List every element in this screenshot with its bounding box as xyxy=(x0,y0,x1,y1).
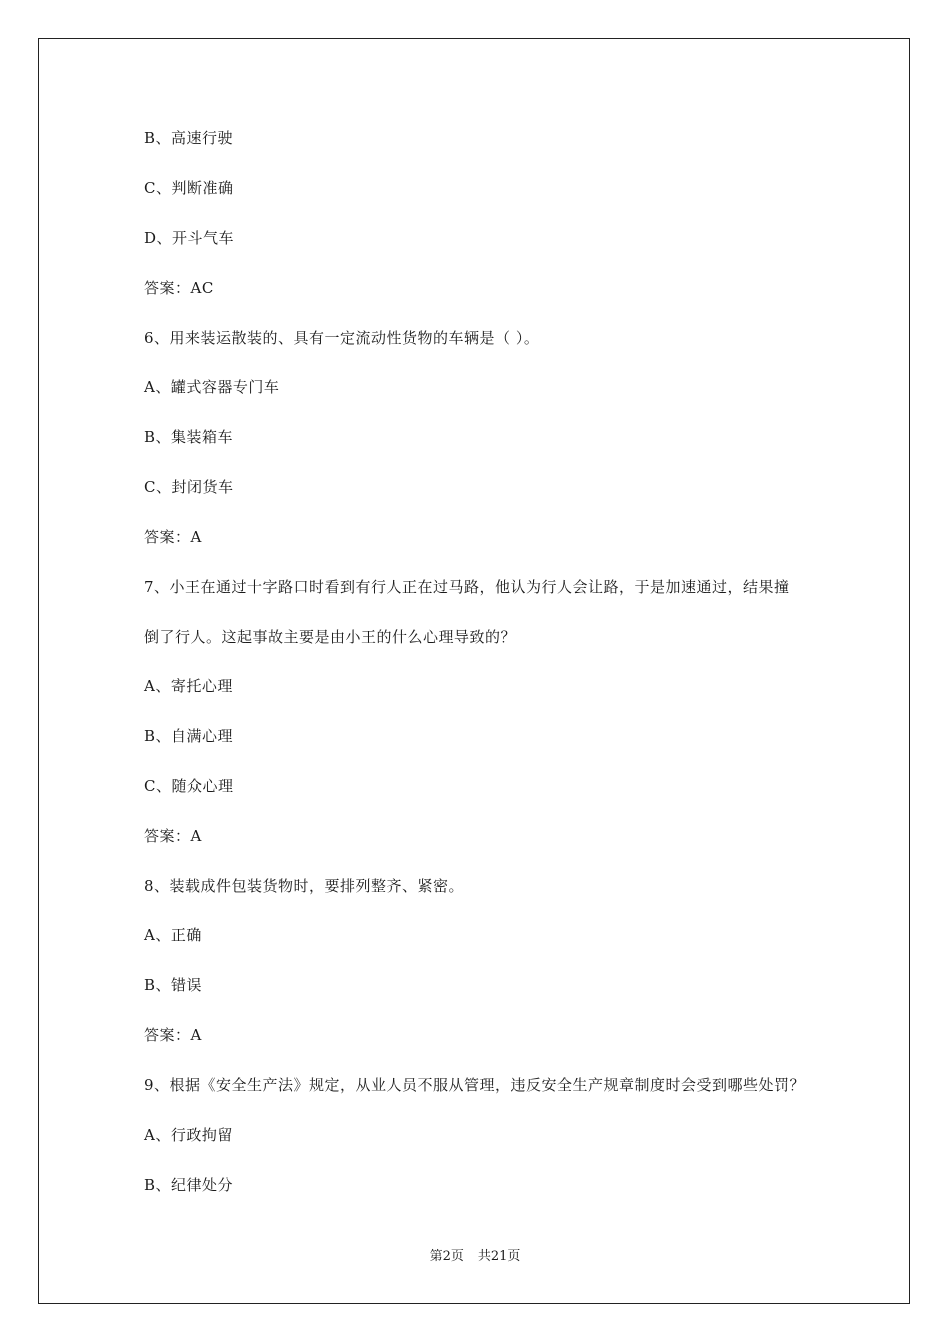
option-a-text: A、行政拘留 xyxy=(144,1126,233,1144)
page-footer xyxy=(0,1248,950,1266)
answer-text: 答案：A xyxy=(144,1026,202,1044)
question-7-text: 7、小王在通过十字路口时看到有行人正在过马路，他认为行人会让路，于是加速通过，结果撞 xyxy=(144,578,790,596)
option-b-text: B、高速行驶 xyxy=(144,129,234,147)
option-a-text: A、寄托心理 xyxy=(144,677,233,695)
option-b-text: B、自满心理 xyxy=(144,727,234,745)
option-b-text: B、集装箱车 xyxy=(144,428,234,446)
option-b-text: B、纪律处分 xyxy=(144,1176,234,1194)
option-a-text: A、罐式容器专门车 xyxy=(144,378,280,396)
page-number: 第2页 xyxy=(429,1249,464,1264)
option-d-text: D、开斗气车 xyxy=(144,229,235,247)
option-b-text: B、错误 xyxy=(144,976,203,994)
option-c-text: C、随众心理 xyxy=(144,777,234,795)
question-8-text: 8、装载成件包装货物时，要排列整齐、紧密。 xyxy=(144,877,465,895)
option-a-text: A、正确 xyxy=(144,926,202,944)
question-6-text: 6、用来装运散装的、具有一定流动性货物的车辆是（ ）。 xyxy=(144,329,540,347)
answer-text: 答案：AC xyxy=(144,279,214,297)
question-7-text-continued: 倒了行人。这起事故主要是由小王的什么心理导致的？ xyxy=(144,628,517,646)
option-c-text: C、判断准确 xyxy=(144,179,234,197)
answer-text: 答案：A xyxy=(144,528,202,546)
question-9-text: 9、根据《安全生产法》规定，从业人员不服从管理，违反安全生产规章制度时会受到哪些处罚？ xyxy=(144,1076,806,1094)
total-pages: 共21页 xyxy=(477,1249,521,1264)
answer-text: 答案：A xyxy=(144,827,202,845)
option-c-text: C、封闭货车 xyxy=(144,478,234,496)
